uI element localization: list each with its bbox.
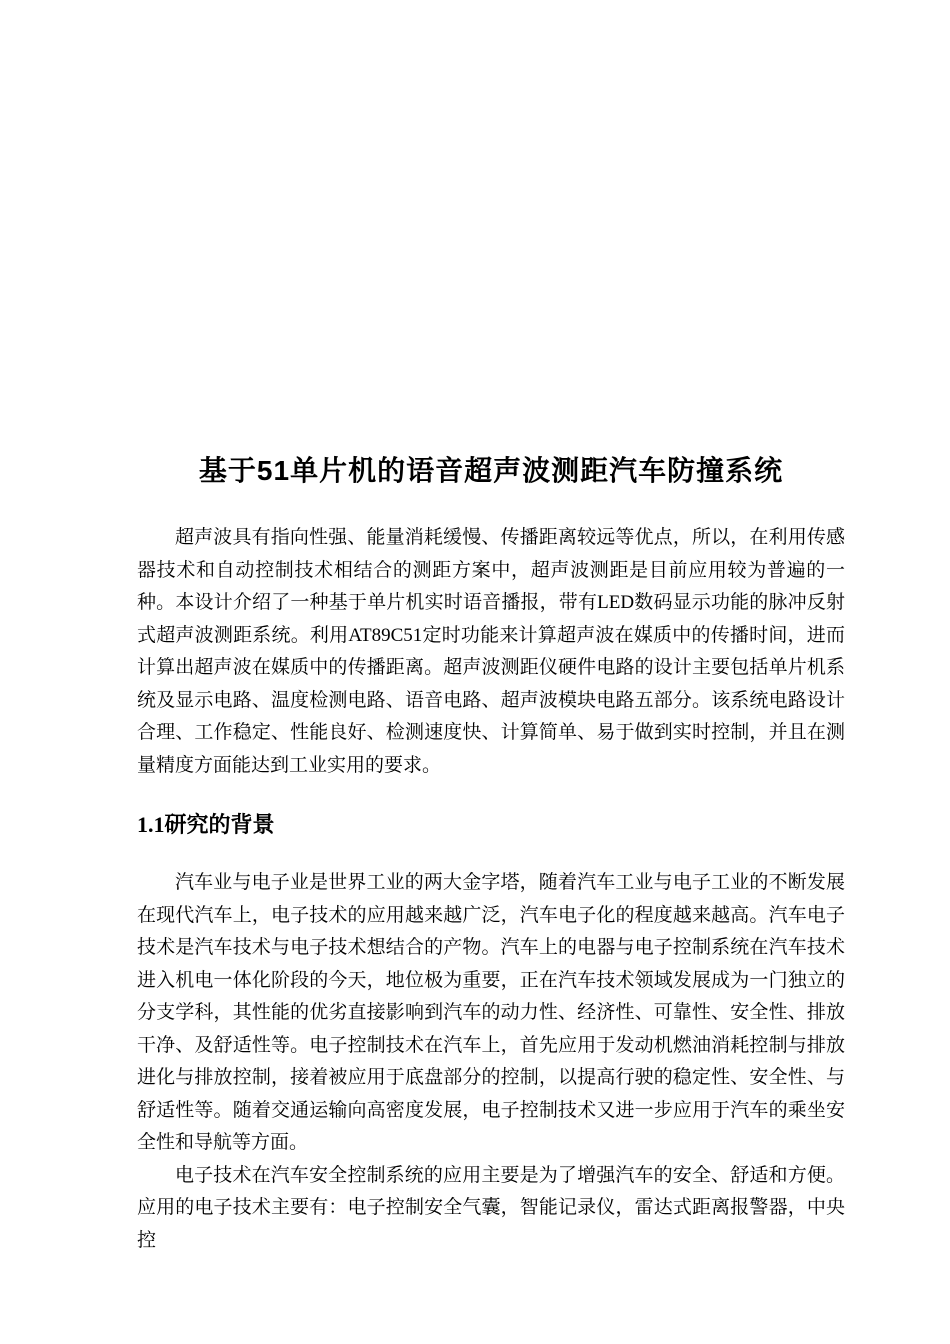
abstract-paragraph: 超声波具有指向性强、能量消耗缓慢、传播距离较远等优点，所以，在利用传感器技术和自动控制技术相结合的测距方案中，超声波测距是目前应用较为普遍的一种。本设计介绍了一种基于单片机实时语音播报，带有LED数码显示功能的脉冲反射式超声波测距系统。利用AT89C51定时功能来计算超声波在媒质中的传播时间，进而计算出超声波在媒质中的传播距离。超声波测距仪硬件电路的设计主要包括单片机系统及显示电路、温度检测电路、语音电路、超声波模块电路五部分。该系统电路设计合理、工作稳定、性能良好、检测速度快、计算简单、易于做到实时控制，并且在测量精度方面能达到工业实用的要求。	[137, 527, 845, 776]
section-heading	[137, 810, 845, 840]
document-title: 基于51单片机的语音超声波测距汽车防撞系统	[198, 455, 784, 486]
document-content	[137, 0, 845, 1257]
section-number: 1.1	[137, 812, 165, 837]
body-paragraph-2: 电子技术在汽车安全控制系统的应用主要是为了增强汽车的安全、舒适和方便。应用的电子技术主要有：电子控制安全气囊，智能记录仪，雷达式距离报警器，中央控	[137, 1164, 845, 1251]
body-paragraph-1: 汽车业与电子业是世界工业的两大金字塔，随着汽车工业与电子工业的不断发展在现代汽车上，电子技术的应用越来越广泛，汽车电子化的程度越来越高。汽车电子技术是汽车技术与电子技术想结合的产物。汽车上的电器与电子控制系统在汽车技术进入机电一体化阶段的今天，地位极为重要，正在汽车技术领域发展成为一门独立的分支学科，其性能的优劣直接影响到汽车的动力性、经济性、可靠性、安全性、排放干净、及舒适性等。电子控制技术在汽车上，首先应用于发动机燃油消耗控制与排放进化与排放控制，接着被应用于底盘部分的控制，以提高行驶的稳定性、安全性、与舒适性等。随着交通运输向高密度发展，电子控制技术又进一步应用于汽车的乘坐安全性和导航等方面。	[137, 872, 845, 1153]
section-heading-text: 研究的背景	[164, 812, 275, 837]
